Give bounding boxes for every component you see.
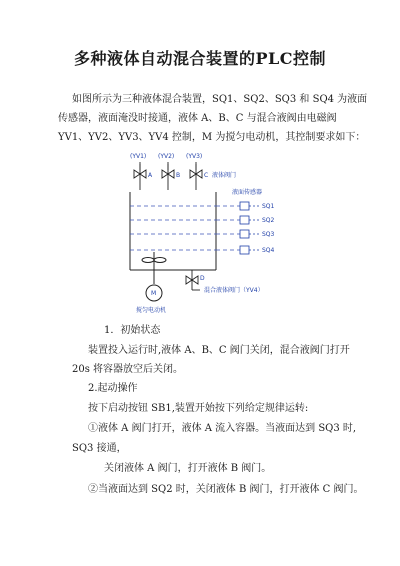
mix-valve-letter: D <box>200 275 205 282</box>
intro-line-1: 如图所示为三种液体混合装置，SQ1、SQ2、SQ3 和 SQ4 为液面 <box>72 94 368 105</box>
section2-line-2: ①液体 A 阀门打开，液体 A 流入容器。当液面达到 SQ3 时, <box>88 423 357 434</box>
sensor-sq4: SQ4 <box>262 247 275 254</box>
liquid-valve-label: 液体阀门 <box>212 172 237 179</box>
valve-letter-a: A <box>148 172 153 179</box>
section2-line-5: ②当液面达到 SQ2 时，关闭液体 B 阀门，打开液体 C 阀门。 <box>88 484 364 495</box>
valve-label-yv1: (YV1) <box>130 153 147 160</box>
section2-line-1: 按下启动按钮 SB1,装置开始按下列给定规律运转: <box>88 403 309 414</box>
intro-line-2: 传感器，液面淹没时接通，液体 A、B、C 与混合液阀由电磁阀 <box>58 113 337 124</box>
section1-line-1: 装置投入运行时,液体 A、B、C 阀门关闭，混合液阀门打开 <box>88 345 350 356</box>
sensor-header: 液面传感器 <box>232 189 263 196</box>
sensor-sq1: SQ1 <box>262 203 275 210</box>
mix-valve-label: 混合液体阀门（YV4） <box>204 287 264 294</box>
document-title: 多种液体自动混合装置的PLC控制 <box>73 49 327 68</box>
valve-letter-c: C <box>204 172 209 179</box>
sensor-sq3: SQ3 <box>262 231 275 238</box>
valve-label-yv3: (YV3) <box>186 153 203 160</box>
intro-line-3: YV1、YV2、YV3、YV4 控制，M 为搅匀电动机，其控制要求如下： <box>58 132 366 143</box>
mixing-device-diagram <box>100 150 340 320</box>
section2-line-3: SQ3 接通， <box>72 443 127 454</box>
section2-line-4: 关闭液体 A 阀门，打开液体 B 阀门。 <box>104 463 272 474</box>
sensor-sq2: SQ2 <box>262 217 275 224</box>
section1-title: 1．初始状态 <box>104 325 161 336</box>
section1-line-2: 20s 将容器放空后关闭。 <box>72 364 184 375</box>
valve-label-yv2: (YV2) <box>158 153 175 160</box>
motor-label: 搅匀电动机 <box>136 307 167 314</box>
motor-letter: M <box>151 290 157 297</box>
valve-letter-b: B <box>176 172 181 179</box>
section2-title: 2.起动操作 <box>88 383 138 394</box>
